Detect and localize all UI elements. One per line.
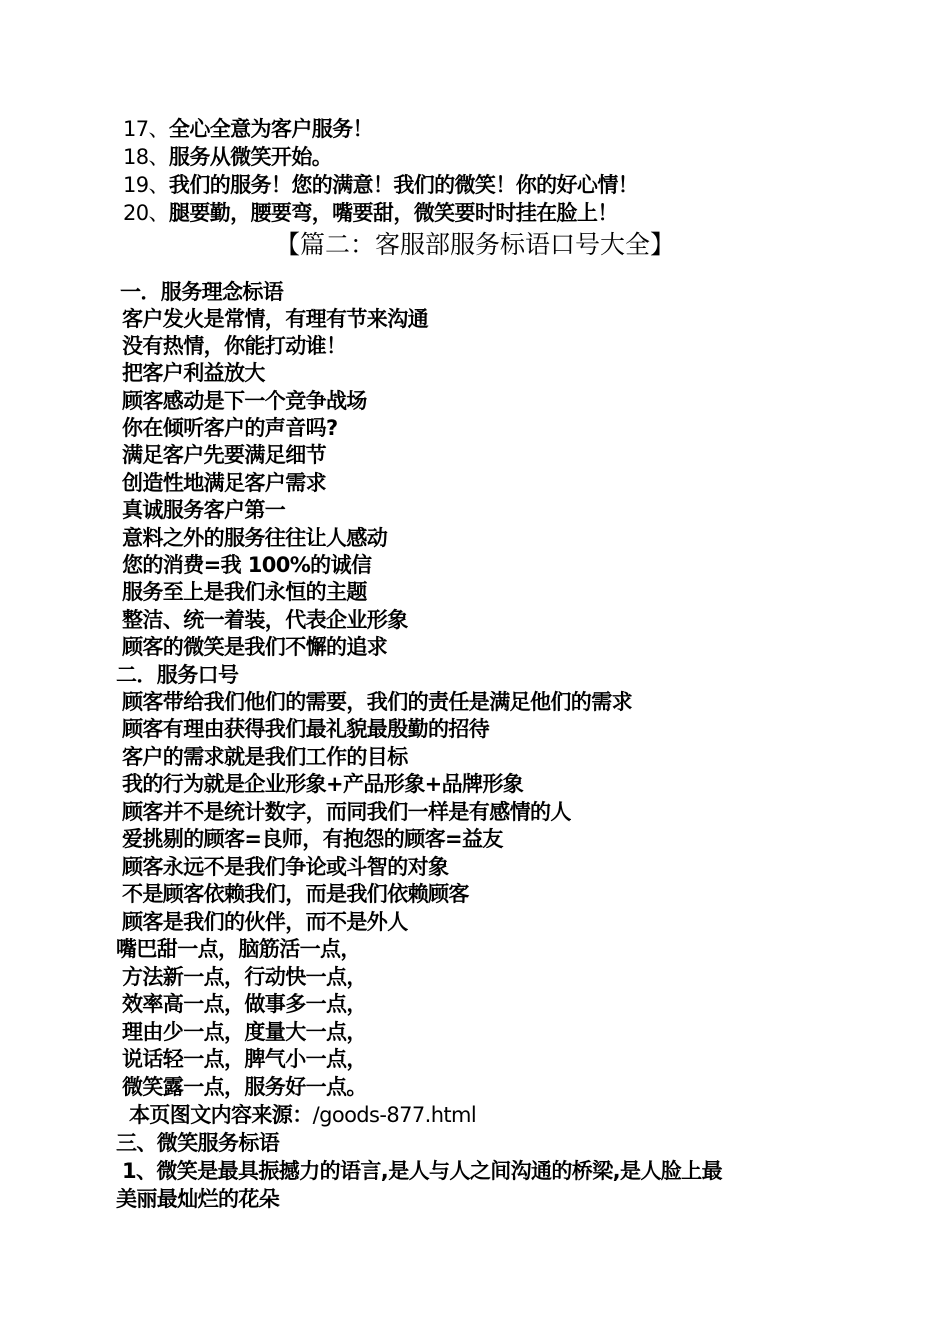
section1-line: 没有热情，你能打动谁！ [122,334,347,358]
section1-line: 满足客户先要满足细节 [122,443,326,467]
poem-line: 微笑露一点，服务好一点。 [122,1075,367,1099]
intro-item-20: 20、腿要勤，腰要弯，嘴要甜，微笑要时时挂在脸上！ [123,201,618,225]
section2-line: 顾客带给我们他们的需要，我们的责任是满足他们的需求 [122,690,632,714]
section2-heading: 二．服务口号 [116,663,239,687]
section3-heading: 三、微笑服务标语 [116,1131,280,1155]
section1-line: 客户发火是常情，有理有节来沟通 [122,307,428,331]
poem-line: 理由少一点，度量大一点， [122,1020,367,1044]
section1-line: 顾客感动是下一个竞争战场 [122,389,367,413]
section2-line: 顾客并不是统计数字，而同我们一样是有感情的人 [122,800,571,824]
section2-line: 顾客是我们的伙伴，而不是外人 [122,910,408,934]
poem-line: 说话轻一点，脾气小一点， [122,1047,367,1071]
poem-line: 效率高一点，做事多一点， [122,992,367,1016]
section1-line: 顾客的微笑是我们不懈的追求 [122,635,388,659]
article-title: 【篇二：客服部服务标语口号大全】 [274,230,675,259]
section2-line: 我的行为就是企业形象+产品形象+品牌形象 [122,772,524,796]
intro-item-17: 17、全心全意为客户服务！ [123,117,373,141]
section1-line: 把客户利益放大 [122,361,265,385]
section2-line: 顾客永远不是我们争论或斗智的对象 [122,855,449,879]
section2-line: 客户的需求就是我们工作的目标 [122,745,408,769]
section1-line: 服务至上是我们永恒的主题 [122,580,367,604]
section1-line: 真诚服务客户第一 [122,498,286,522]
section3-item-line: 1、微笑是最具振撼力的语言,是人与人之间沟通的桥梁,是人脸上最 [122,1159,722,1183]
section3-item-line: 美丽最灿烂的花朵 [116,1187,280,1211]
section2-line: 不是顾客依赖我们，而是我们依赖顾客 [122,882,469,906]
source-link[interactable]: /goods-877.html [312,1103,477,1127]
section1-line: 你在倾听客户的声音吗? [122,416,338,440]
intro-item-19: 19、我们的服务！您的满意！我们的微笑！你的好心情！ [123,173,639,197]
source-note: 本页图文内容来源：/goods-877.html [129,1103,477,1127]
poem-line: 嘴巴甜一点，脑筋活一点， [116,937,361,961]
poem-line: 方法新一点，行动快一点， [122,965,367,989]
section1-line: 您的消费=我 100%的诚信 [122,553,372,577]
section1-heading: 一．服务理念标语 [120,280,284,304]
section1-line: 创造性地满足客户需求 [122,471,326,495]
section2-line: 顾客有理由获得我们最礼貌最殷勤的招待 [122,717,490,741]
intro-item-18: 18、服务从微笑开始。 [123,145,333,169]
section1-line: 整洁、统一着装，代表企业形象 [122,608,408,632]
section2-line: 爱挑剔的顾客=良师，有抱怨的顾客=益友 [122,827,503,851]
section1-line: 意料之外的服务往往让人感动 [122,526,388,550]
